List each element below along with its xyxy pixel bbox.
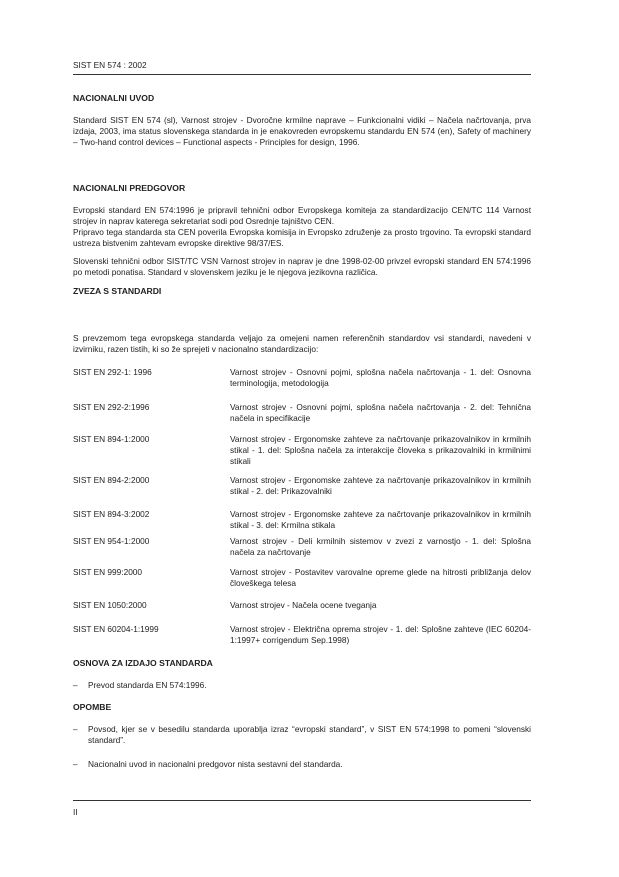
bullet-dash: – <box>73 680 78 690</box>
standard-code: SIST EN 894-2:2000 <box>73 475 150 485</box>
standard-title: Varnost strojev - Deli krmilnih sistemov v zvezi z varnostjo - 1. del: Splošna načela za načrtovanje <box>230 536 531 557</box>
standard-code: SIST EN 954-1:2000 <box>73 536 150 546</box>
standard-title: Varnost strojev - Osnovni pojmi, splošna načela načrtovanja - 2. del: Tehnična načela in specifikacije <box>230 402 531 423</box>
predgovor-p2: Pripravo tega standarda sta CEN poverila Evropska komisija in Evropsko združenje za prosto trgovino. Ta evropski standard ustreza bistvenim zahtevam evropske direktive 98/37/ES. <box>73 227 531 248</box>
heading-nacionalni-uvod: NACIONALNI UVOD <box>73 93 155 103</box>
header-rule <box>73 74 531 75</box>
standard-code: SIST EN 292-1: 1996 <box>73 367 152 377</box>
standard-title: Varnost strojev - Električna oprema strojev - 1. del: Splošne zahteve (IEC 60204-1:1997+ corrigendum Sep.1998) <box>230 624 531 645</box>
standard-title: Varnost strojev - Ergonomske zahteve za načrtovanje prikazovalnikov in krmilnih stikal - 3. del: Krmilna stikala <box>230 509 531 530</box>
standard-title: Varnost strojev - Ergonomske zahteve za načrtovanje prikazovalnikov in krmilnih stikal - 2. del: Prikazovalniki <box>230 475 531 496</box>
heading-opombe: OPOMBE <box>73 702 112 712</box>
bullet-dash: – <box>73 759 78 769</box>
standard-code: SIST EN 292-2:1996 <box>73 402 150 412</box>
list-item-text: Povsod, kjer se v besedilu standarda uporablja izraz “evropski standard”, v SIST EN 574:1998 to pomeni “slovenski standard”. <box>88 724 531 745</box>
list-item-text: Nacionalni uvod in nacionalni predgovor nista sestavni del standarda. <box>88 759 343 769</box>
heading-zveza-s-standardi: ZVEZA S STANDARDI <box>73 286 162 296</box>
uvod-text: Standard SIST EN 574 (sl), Varnost strojev - Dvoročne krmilne naprave – Funkcionalni vidiki – Načela načrtovanja, prva izdaja, 2003, ima status slovenskega standarda in je enakovreden evropskemu standardu EN 574 (en), Safety of machinery – Two-hand control devices – Functional aspects - Principles for design, 1996. <box>73 115 531 147</box>
running-header: SIST EN 574 : 2002 <box>73 60 147 70</box>
predgovor-p1: Evropski standard EN 574:1996 je pripravil tehnični odbor Evropskega komiteja za standardizacijo CEN/TC 114 Varnost strojev in naprav katerega sekretariat sodi pod Osrednje tajništvo CEN. <box>73 205 531 226</box>
bullet-dash: – <box>73 724 78 734</box>
standard-title: Varnost strojev - Načela ocene tveganja <box>230 600 377 610</box>
heading-osnova: OSNOVA ZA IZDAJO STANDARDA <box>73 658 213 668</box>
standard-code: SIST EN 60204-1:1999 <box>73 624 159 634</box>
standard-title: Varnost strojev - Postavitev varovalne opreme glede na hitrosti približanja delov človeškega telesa <box>230 567 531 588</box>
standard-code: SIST EN 1050:2000 <box>73 600 147 610</box>
footer-rule <box>73 800 531 801</box>
standard-title: Varnost strojev - Osnovni pojmi, splošna načela načrtovanja - 1. del: Osnovna terminologija, metodologija <box>230 367 531 388</box>
standard-code: SIST EN 999:2000 <box>73 567 143 577</box>
heading-nacionalni-predgovor: NACIONALNI PREDGOVOR <box>73 183 186 193</box>
zveza-intro: S prevzemom tega evropskega standarda veljajo za omejeni namen referenčnih standardov vsi standardi, navedeni v izvirniku, razen tistih, ki so že sprejeti v nacionalno standardizacijo: <box>73 333 531 354</box>
page-number: II <box>73 807 78 817</box>
list-item-text: Prevod standarda EN 574:1996. <box>88 680 207 690</box>
standard-code: SIST EN 894-3:2002 <box>73 509 150 519</box>
standard-code: SIST EN 894-1:2000 <box>73 434 150 444</box>
predgovor-p3: Slovenski tehnični odbor SIST/TC VSN Varnost strojev in naprav je dne 1998-02-00 privzel evropski standard EN 574:1996 po metodi ponatisa. Standard v slovenskem jeziku je le njegova jezikovna različica. <box>73 256 531 277</box>
standard-title: Varnost strojev - Ergonomske zahteve za načrtovanje prikazovalnikov in krmilnih stikal - 1. del: Splošna načela za interakcije človeka s prikazovalniki in krmilnimi stikali <box>230 434 531 466</box>
